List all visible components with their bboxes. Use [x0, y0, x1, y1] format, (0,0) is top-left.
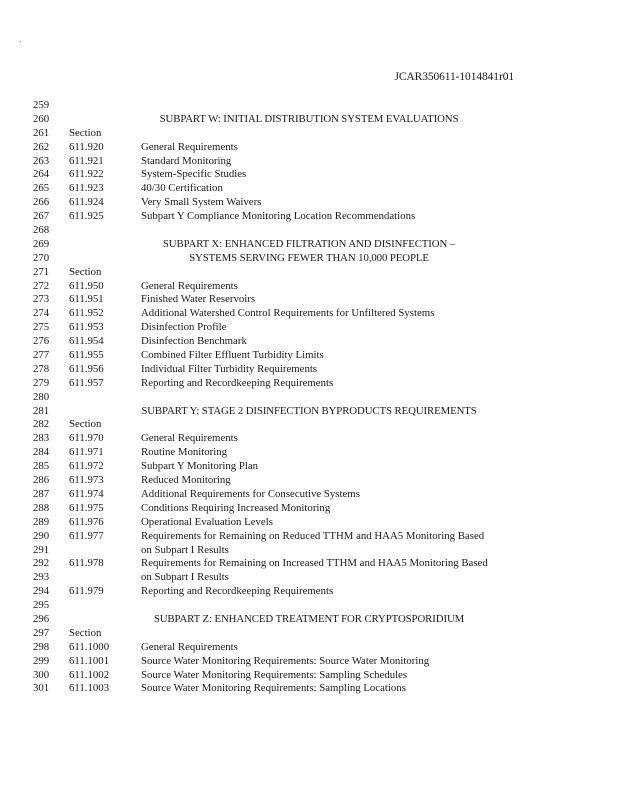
line-number: 274 — [33, 307, 50, 320]
section-number: 611.1003 — [69, 682, 110, 695]
document-line — [0, 432, 618, 446]
section-number: 611.972 — [69, 460, 104, 473]
line-number: 273 — [33, 293, 50, 306]
section-title: Routine Monitoring — [141, 446, 228, 459]
section-title: Reporting and Recordkeeping Requirements — [141, 585, 334, 598]
line-number: 282 — [33, 418, 50, 431]
section-title-continuation: on Subpart I Results — [141, 543, 229, 556]
line-number: 268 — [33, 224, 50, 237]
section-title: Standard Monitoring — [141, 154, 232, 167]
section-number: 611.921 — [69, 154, 104, 167]
section-title: Requirements for Remaining on Increased TTHM and HAA5 Monitoring Based — [141, 557, 488, 570]
document-line — [0, 613, 618, 627]
document-line — [0, 182, 618, 196]
line-number: 293 — [33, 571, 50, 584]
section-title: Combined Filter Effluent Turbidity Limits — [141, 349, 324, 362]
document-line — [0, 280, 618, 294]
line-number: 277 — [33, 349, 50, 362]
section-title: System-Specific Studies — [141, 168, 247, 181]
section-number: 611.1002 — [69, 668, 110, 681]
section-title: Finished Water Reservoirs — [141, 293, 256, 306]
document-line — [0, 460, 618, 474]
document-line — [0, 196, 618, 210]
section-number: 611.979 — [69, 585, 104, 598]
section-title: Individual Filter Turbidity Requirements — [141, 362, 318, 375]
section-number: 611.1000 — [69, 640, 110, 653]
line-number: 263 — [33, 154, 50, 167]
document-line — [0, 530, 618, 544]
line-number: 295 — [33, 599, 50, 612]
section-number: 611.970 — [69, 432, 104, 445]
section-title: Reporting and Recordkeeping Requirements — [141, 376, 334, 389]
document-line — [0, 655, 618, 669]
document-line — [0, 307, 618, 321]
section-title-continuation: on Subpart I Results — [141, 571, 229, 584]
document-line — [0, 585, 618, 599]
subpart-heading: SUBPART Z: ENHANCED TREATMENT FOR CRYPTOSPORIDIUM — [153, 612, 465, 625]
line-number: 290 — [33, 529, 50, 542]
section-number: 611.952 — [69, 307, 104, 320]
document-line — [0, 669, 618, 683]
line-number: 296 — [33, 612, 50, 625]
section-number: 611.1001 — [69, 654, 110, 667]
document-line — [0, 155, 618, 169]
section-title: Additional Requirements for Consecutive Systems — [141, 487, 360, 500]
line-number: 280 — [33, 390, 50, 403]
line-number: 289 — [33, 515, 50, 528]
line-number: 271 — [33, 265, 50, 278]
subpart-heading: SUBPART W: INITIAL DISTRIBUTION SYSTEM EVALUATIONS — [159, 112, 459, 125]
section-number: 611.975 — [69, 501, 104, 514]
section-title: Operational Evaluation Levels — [141, 515, 273, 528]
line-number: 291 — [33, 543, 50, 556]
document-line — [0, 627, 618, 641]
line-number: 264 — [33, 168, 50, 181]
section-title: Disinfection Benchmark — [141, 335, 247, 348]
section-number: 611.978 — [69, 557, 104, 570]
section-title: 40/30 Certification — [141, 182, 223, 195]
section-number: 611.957 — [69, 376, 104, 389]
subpart-heading: SYSTEMS SERVING FEWER THAN 10,000 PEOPLE — [189, 251, 429, 264]
section-number: 611.956 — [69, 362, 104, 375]
section-title: Source Water Monitoring Requirements: Sampling Locations — [141, 682, 406, 695]
document-line — [0, 210, 618, 224]
line-number: 285 — [33, 460, 50, 473]
line-number: 278 — [33, 362, 50, 375]
line-number: 286 — [33, 474, 50, 487]
section-number: 611.955 — [69, 349, 104, 362]
document-line — [0, 474, 618, 488]
table-of-contents — [0, 99, 618, 696]
line-number: 288 — [33, 501, 50, 514]
document-line — [0, 488, 618, 502]
line-number: 279 — [33, 376, 50, 389]
section-title: General Requirements — [141, 432, 238, 445]
section-number: 611.951 — [69, 293, 104, 306]
line-number: 301 — [33, 682, 50, 695]
section-number: 611.923 — [69, 182, 104, 195]
line-number: 299 — [33, 654, 50, 667]
scan-speck — [20, 41, 21, 42]
line-number: 269 — [33, 237, 50, 250]
line-number: 270 — [33, 251, 50, 264]
section-title: General Requirements — [141, 279, 238, 292]
line-number: 284 — [33, 446, 50, 459]
document-line — [0, 377, 618, 391]
subpart-heading: SUBPART X: ENHANCED FILTRATION AND DISINFECTION – — [162, 237, 456, 250]
line-number: 266 — [33, 196, 50, 209]
document-line — [0, 141, 618, 155]
document-line — [0, 418, 618, 432]
section-number: 611.973 — [69, 474, 104, 487]
document-line — [0, 113, 618, 127]
document-line — [0, 168, 618, 182]
document-line — [0, 266, 618, 280]
section-number: 611.950 — [69, 279, 104, 292]
document-line — [0, 544, 618, 558]
document-line — [0, 127, 618, 141]
section-title: Source Water Monitoring Requirements: Sampling Schedules — [141, 668, 408, 681]
section-title: Additional Watershed Control Requirements for Unfiltered Systems — [141, 307, 435, 320]
section-title: Subpart Y Compliance Monitoring Location Recommendations — [141, 210, 416, 223]
section-title: Very Small System Waivers — [141, 196, 262, 209]
line-number: 259 — [33, 99, 50, 111]
section-title: Conditions Requiring Increased Monitoring — [141, 501, 331, 514]
line-number: 276 — [33, 335, 50, 348]
document-line — [0, 516, 618, 530]
line-number: 272 — [33, 279, 50, 292]
section-title: General Requirements — [141, 140, 238, 153]
section-title: Source Water Monitoring Requirements: Source Water Monitoring — [141, 654, 430, 667]
document-line — [0, 224, 618, 238]
section-title: Reduced Monitoring — [141, 474, 231, 487]
document-line — [0, 502, 618, 516]
document-line — [0, 99, 618, 113]
line-number: 262 — [33, 140, 50, 153]
document-line — [0, 405, 618, 419]
line-number: 283 — [33, 432, 50, 445]
line-number: 281 — [33, 404, 50, 417]
document-line — [0, 391, 618, 405]
section-number: 611.953 — [69, 321, 104, 334]
section-number: 611.920 — [69, 140, 104, 153]
document-line — [0, 682, 618, 696]
document-id: JCAR350611-1014841r01 — [394, 71, 514, 83]
section-number: 611.977 — [69, 529, 104, 542]
document-line — [0, 557, 618, 571]
section-number: 611.971 — [69, 446, 104, 459]
section-label: Section — [69, 265, 102, 278]
line-number: 298 — [33, 640, 50, 653]
document-line — [0, 446, 618, 460]
line-number: 265 — [33, 182, 50, 195]
line-number: 300 — [33, 668, 50, 681]
section-title: Subpart Y Monitoring Plan — [141, 460, 259, 473]
line-number: 267 — [33, 210, 50, 223]
section-number: 611.974 — [69, 487, 104, 500]
document-line — [0, 363, 618, 377]
document-line — [0, 293, 618, 307]
section-label: Section — [69, 626, 102, 639]
section-number: 611.922 — [69, 168, 104, 181]
document-line — [0, 599, 618, 613]
section-title: Disinfection Profile — [141, 321, 227, 334]
line-number: 260 — [33, 112, 50, 125]
line-number: 294 — [33, 585, 50, 598]
document-line — [0, 641, 618, 655]
document-line — [0, 349, 618, 363]
line-number: 275 — [33, 321, 50, 334]
document-line — [0, 321, 618, 335]
document-line — [0, 238, 618, 252]
section-number: 611.925 — [69, 210, 104, 223]
section-number: 611.976 — [69, 515, 104, 528]
document-line — [0, 335, 618, 349]
line-number: 297 — [33, 626, 50, 639]
section-number: 611.954 — [69, 335, 104, 348]
section-title: Requirements for Remaining on Reduced TTHM and HAA5 Monitoring Based — [141, 529, 485, 542]
section-number: 611.924 — [69, 196, 104, 209]
document-line — [0, 252, 618, 266]
section-label: Section — [69, 418, 102, 431]
section-title: General Requirements — [141, 640, 238, 653]
section-label: Section — [69, 126, 102, 139]
line-number: 292 — [33, 557, 50, 570]
line-number: 287 — [33, 487, 50, 500]
line-number: 261 — [33, 126, 50, 139]
document-line — [0, 571, 618, 585]
subpart-heading: SUBPART Y: STAGE 2 DISINFECTION BYPRODUCTS REQUIREMENTS — [141, 404, 477, 417]
